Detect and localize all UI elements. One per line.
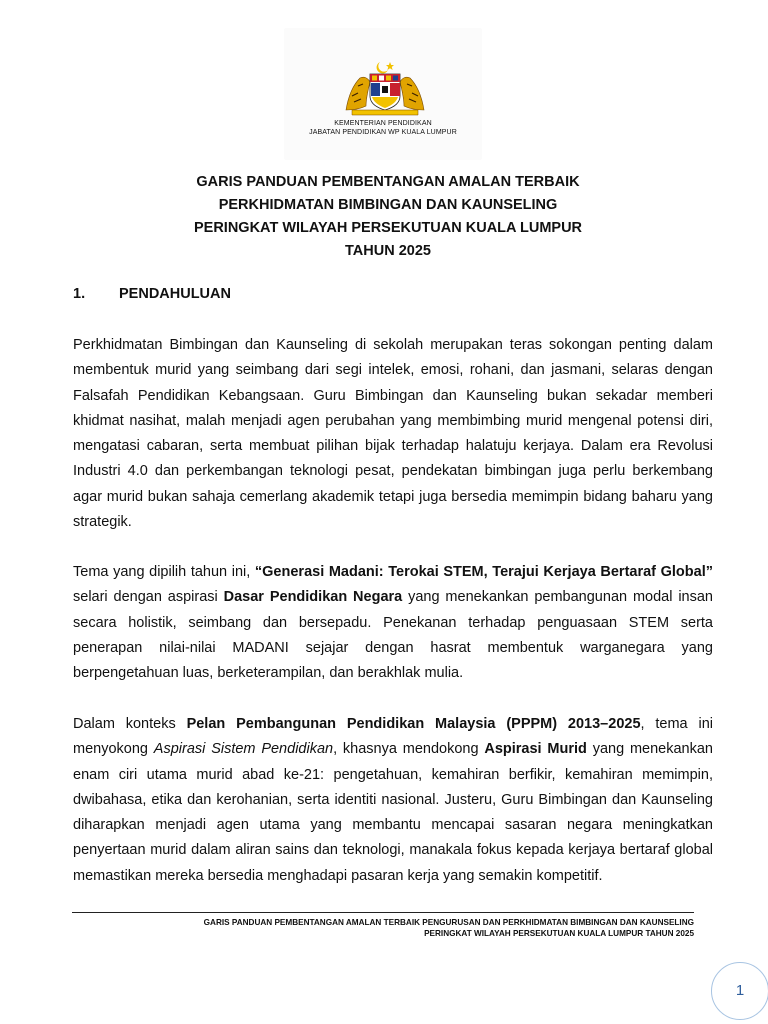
section-number: 1.	[73, 286, 86, 302]
paragraph-3-text-a: Dalam konteks	[73, 716, 187, 732]
plan-name: Pelan Pembangunan Pendidikan Malaysia (PPPM) 2013–2025	[186, 716, 641, 732]
footer-text-line-1: GARIS PANDUAN PEMBENTANGAN AMALAN TERBAIK PENGURUSAN DAN PERKHIDMATAN BIMBINGAN DAN KAUNSELING	[203, 918, 694, 927]
document-title-line-4: TAHUN 2025	[345, 243, 431, 259]
document-title-line-1: GARIS PANDUAN PEMBENTANGAN AMALAN TERBAIK	[196, 174, 580, 190]
paragraph-2-text-e: yang menekankan pembangunan modal insan secara holistik, seimbang dan bersepadu. Penekanan terhadap penguasaan STEM serta penerapan nilai-nilai MADANI sejajar dengan hasrat membentuk warganegara yang berpengetahuan luas, berketerampilan, dan berakhlak mulia.	[73, 589, 713, 682]
paragraph-3-text-c: , tema ini menyokong	[73, 716, 713, 758]
section-heading: PENDAHULUAN	[119, 286, 231, 302]
theme-title: “Generasi Madani: Terokai STEM, Terajui Kerjaya Bertaraf Global”	[254, 564, 713, 580]
paragraph-2	[73, 560, 713, 686]
policy-name: Dasar Pendidikan Negara	[223, 589, 403, 606]
paragraph-3	[73, 712, 713, 889]
ministry-name: KEMENTERIAN PENDIDIKAN	[334, 120, 432, 127]
paragraph-1: Perkhidmatan Bimbingan dan Kaunseling di sekolah merupakan teras sokongan penting dalam membentuk murid yang seimbang dari segi intelek, emosi, rohani, dan jasmani, selaras dengan Falsafah Pendidikan Kebangsaan. Guru Bimbingan dan Kaunseling bukan sekadar memberi khidmat nasihat, malah menjadi agen perubahan yang membimbing murid mengenal potensi diri, mengatasi cabaran, serta membuat pilihan bijak terhadap halatuju kerjaya. Dalam era Revolusi Industri 4.0 dan perkembangan teknologi pesat, pendekatan bimbingan juga perlu berkembang agar murid bukan sahaja cemerlang akademik tetapi juga bersedia memimpin bidang baharu yang strategik.	[73, 337, 713, 531]
malaysia-coat-of-arms-icon	[342, 60, 428, 116]
system-aspiration: Aspirasi Sistem Pendidikan	[153, 741, 334, 758]
document-title-line-2: PERKHIDMATAN BIMBINGAN DAN KAUNSELING	[218, 197, 558, 213]
paragraph-2-text-a: Tema yang dipilih tahun ini,	[73, 564, 255, 580]
document-title-line-3: PERINGKAT WILAYAH PERSEKUTUAN KUALA LUMPUR	[193, 220, 583, 236]
footer-text-line-2: PERINGKAT WILAYAH PERSEKUTUAN KUALA LUMPUR TAHUN 2025	[424, 929, 694, 938]
paragraph-3-text-g: yang menekankan enam ciri utama murid abad ke-21: pengetahuan, kemahiran berfikir, kemahiran memimpin, dwibahasa, etika dan kerohanian, serta identiti nasional. Justeru, Guru Bimbingan dan Kaunseling diharapkan menjadi agen utama yang membantu mencapai sasaran negara meningkatkan penyertaan murid dalam aliran sains dan teknologi, manakala fokus kepada kerjaya bertaraf global memastikan mereka bersedia menghadapi pasaran kerja yang semakin kompetitif.	[73, 741, 713, 884]
paragraph-2-text-c: selari dengan aspirasi	[73, 589, 224, 606]
page-number-badge: 1	[711, 962, 768, 1020]
footer-divider	[72, 912, 694, 913]
student-aspiration: Aspirasi Murid	[484, 741, 587, 758]
department-name: JABATAN PENDIDIKAN WP KUALA LUMPUR	[309, 129, 457, 136]
paragraph-3-text-e: , khasnya mendokong	[333, 741, 485, 758]
